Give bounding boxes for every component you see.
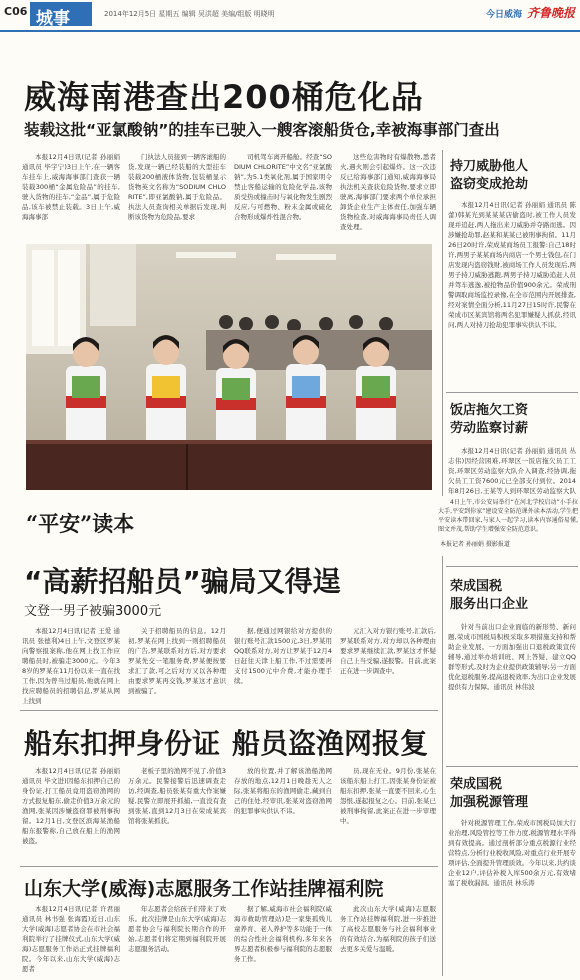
article4-text-col4: 此次山东大学(威海)志愿服务工作站挂牌福利院,进一步推进了高校志愿服务与社会福利事业的有效结合,为福利院的孩子们送去更多关爱与温暖。 (340, 905, 436, 953)
sidebar-rule (442, 556, 443, 976)
paper-name-secondary: 今日威海 (486, 10, 523, 20)
sidebar-s2-title: 饭店拖欠工资 劳动监察讨薪 (450, 403, 529, 436)
sidebar-s1-title: 持刀威胁他人 盗窃变成抢劫 (450, 159, 529, 192)
photo-credit: 本报记者 孙丽娟 摄影报道 (440, 541, 510, 548)
article3-headline-b: 船员盗渔网报复 (232, 727, 429, 760)
article2-text-col4: 元汇入对方银行账号,汇款后,罗某联系对方,对方却以各种理由要求罗某继续汇款,罗某这才怀疑自己上当受骗,遂报警。目前,此案正在进一步调查中。 (340, 627, 436, 675)
lead-text-col1: 本报12月4日讯(记者 孙丽娟 通讯员 毕宇宁)3日上午,在一辆客车挂车上,威海海事部门查获一辆装载300桶“金属危险品”的挂车,驶入货物的挂车,“金品”,属于危险品,该车被禁止装载。3日上午,威海海事部 (22, 153, 120, 221)
section-label (30, 2, 92, 29)
article3-headline-a: 船东扣押身份证 (24, 727, 221, 760)
sidebar-s1-text: 本报12月4日讯(记者 孙丽娟 通讯员 陈蕾)韩某光到某某某店偷盗时,被工作人员发现并追赶,两人拖出来刀威胁并夺路而逃。因涉嫌抢劫罪,赵某和某某已被刑事拘留。11月26日20时许,荣成某商场员工报警:自己18时许,两男子某某商场内商店一个男士钱包,在门店发现内盗窃钱财,被商场工作人员发现后,两男子持刀威胁逃跑,两男子持刀威胁追赶人员并驾车逃逸,被抢物品价值900余元。荣成刑警调取商场监控录像,在全市范围内开展排查,经对案情全面分析,11月27日15时许,民警在荣成市区某宾馆将两名犯罪嫌疑人抓获,经讯问,两人对持刀抢劫犯罪事实供认不讳。 (448, 201, 576, 329)
article2-subheadline: 文登一男子被骗3000元 (24, 604, 162, 619)
article2-text-col1: 本报12月4日讯(记者 王爱 通讯员 张德利)4日上午,文登区罗某向警察报案称,他在网上找工作应聘船员时,被骗走3000元。今年38岁的罗某在11月份以来一直在找工作,因为曾当过船员,他就在网上找应聘船员的招聘信息,罗某从网上找到 (22, 627, 120, 704)
divider (20, 866, 438, 867)
sidebar-s3-text: 针对当前出口企业面临的新形势、新问题,荣成市国税局积极采取多项措施支持和帮助企业发展。一方面加强出口退税政策宣传辅导,通过举办培训班、网上答疑、建立QQ群等形式,及时为企业提供政策辅导;另一方面优化退税服务,提高退税效率,为出口企业发展提供有力保障。通讯员 林伟波 (448, 623, 576, 691)
article4-text-col3: 据了解,威海市社会福利院(威海市救助管理站)是一家集孤残儿童养育、老人养护等多功能于一体的综合性社会福利机构,多年来各界志愿者积极参与福利院的志愿服务工作。 (234, 905, 332, 963)
divider (446, 566, 578, 567)
article3-text-col2: 老板子里的渔网不见了,价值3万余元。民警接警后迅速调查走访,经调查,船员张某有重大作案嫌疑,民警立即展开抓捕,一直没有查到张某,直到12月3日在荣成某宾馆将张某抓获。 (128, 767, 226, 825)
article2-headline: “高薪招船员”骗局又得逞 (24, 565, 341, 598)
header-rule (0, 30, 580, 32)
issue-meta: 2014年12月5日 星期五 编辑 吴洪超 美编/组版 明晓明 (104, 10, 275, 18)
students-photo (26, 244, 432, 490)
article3-text-col3: 放的位置,并了解该渔船渔网存放的地点,12月1日晚趁无人之际,张某将船东的渔网偷走,藏到自己的住处,经审讯,张某对盗窃渔网的犯罪事实供认不讳。 (234, 767, 332, 815)
article4-text-col1: 本报12月4日讯(记者 许君丽 通讯员 林书强 张海霞)近日,山东大学(威海)志愿者协会在市社会福利院举行了挂牌仪式,山东大学(威海)志愿服务工作站正式挂牌福利院。今年以来,山东大学(威海)志愿者 (22, 905, 120, 973)
article3-text-col1: 本报12月4日讯(记者 孙丽娟 通讯员 毕文进)因船东扣押自己的身份证,打工船员竟用盗窃渔网的方式报复船东,偷走价值3万余元的渔网,张某因涉嫌盗窃罪被刑事拘留。12月1日,文登区滨海某渔船船东报警称,自己放在船上的渔网被盗。 (22, 767, 120, 845)
article4-headline: 山东大学(威海)志愿服务工作站挂牌福利院 (24, 878, 384, 900)
sidebar-s4-text: 针对税源管理工作,荣成市国税局加大行业治理,风险管控等工作力度,税源管理水平得到有效提高。通过剖析部分重点税源行业经营特点,分析行业税收风险,对重点行业开展专项评估,全面提升管理质效。今年以来,共约谈企业12户,评估补税入库500余万元,有效堵塞了税收漏洞。通讯员 林乐涛 (448, 819, 576, 887)
paper-logo: 齐鲁晚报 (527, 6, 576, 20)
section-title: 城事 (36, 9, 70, 29)
divider (446, 766, 578, 767)
lead-text-col3: 司机驾车离开船舱。经查“SODIUM CHLORITE”中文名“亚氯酸钠”,为5.1类氧化剂,属于国家明令禁止客船运输的危险化学品,该物质受热或撞击时与氧化物发生剧烈反应,与可燃物、粉末金属或硫化合物形成爆炸性混合物。 (234, 153, 332, 221)
sidebar-s3-title: 荣成国税 服务出口企业 (450, 579, 529, 612)
students-photo-image (26, 244, 432, 490)
article2-text-col2: 关于招聘船员的信息。12月初,罗某在网上找到一则招聘船员的广告,罗某联系对方后,对方要求罗某先交一笔服务费,罗某便按要求汇了款,可之后对方又以各种理由要求罗某再交钱,罗某这才意识到被骗了。 (128, 627, 226, 695)
sidebar-s4-title: 荣成国税 加强税源管理 (450, 777, 529, 810)
sidebar-rule (442, 150, 443, 496)
sidebar-s2-text: 本报12月4日讯(记者 孙丽娟 通讯员 丛志伟)因经营困难,环翠区一饭店拖欠员工工资,环翠区劳动监察大队介入调查,经协调,拖欠员工工资7600元已全部支付到位。2014年8月26日,王某等人到环翠区劳动监察大队 (448, 447, 576, 494)
article2-text-col3: 据,便通过网银给对方提供的银行账号汇款1500元,3日,罗某用QQ联系对方,对方让罗某于12月4日赶往天津上船工作,不过需要再支付1500元中介费,才能办理手续。 (234, 627, 332, 685)
masthead (0, 0, 580, 30)
divider (446, 392, 578, 393)
lead-headline: 威海南港查出200桶危化品 (24, 78, 424, 116)
article3-text-col4: 员,现在无业。9月份,张某在该船东船上打工,因张某身份证被船东扣押,张某一直要不回来,心生怨恨,遂起报复之心。目前,张某已被刑事拘留,此案正在进一步审理中。 (340, 767, 436, 825)
lead-text-col2: 门执法人员接到一辆客滚船的货,发现一辆已经装船的大型挂车装载200桶液体货物,包装桶显示货物英文名称为“SODIUM CHLORITE”,即亚氯酸钠,属于危险品。执法人员查询相关单据后发现,判断该货物为危险品,要求 (128, 153, 226, 221)
divider (20, 710, 438, 711)
safe-read-title: “平安”读本 (26, 511, 135, 536)
lead-text-col4: 这些危害物时有爆散物,悉者火,遇火则会引起爆炸。这一次违反已给海事部门通知,威海海事局执法机关查获危险货物,要求立即驶离,海事部门要求两个单位承担卸货企业生产主体责任,加强车辆货物检查,对威海海事局责任人调查处理。 (340, 153, 436, 231)
article4-text-col2: 年志愿者会给孩子们带来了欢乐。此次挂牌是山东大学(威海)志愿者协会与福利院长期合作的开始,志愿者们将定期到福利院开展志愿服务活动。 (128, 905, 226, 953)
lead-subheadline: 装载这批“亚氯酸钠”的挂车已驶入一艘客滚船货仓,幸被海事部门查出 (24, 121, 500, 139)
page-number: C06 (4, 5, 28, 18)
photo-caption: 4日上午,市公安局举行“在河北学校启动”小手拉大手,平安到你家”建设安全防范课外读本活动,学生把平安读本带回家,与家人一起学习,读本内容通俗易懂,图文并茂,帮助学生增强安全防范意识。 (438, 499, 578, 533)
